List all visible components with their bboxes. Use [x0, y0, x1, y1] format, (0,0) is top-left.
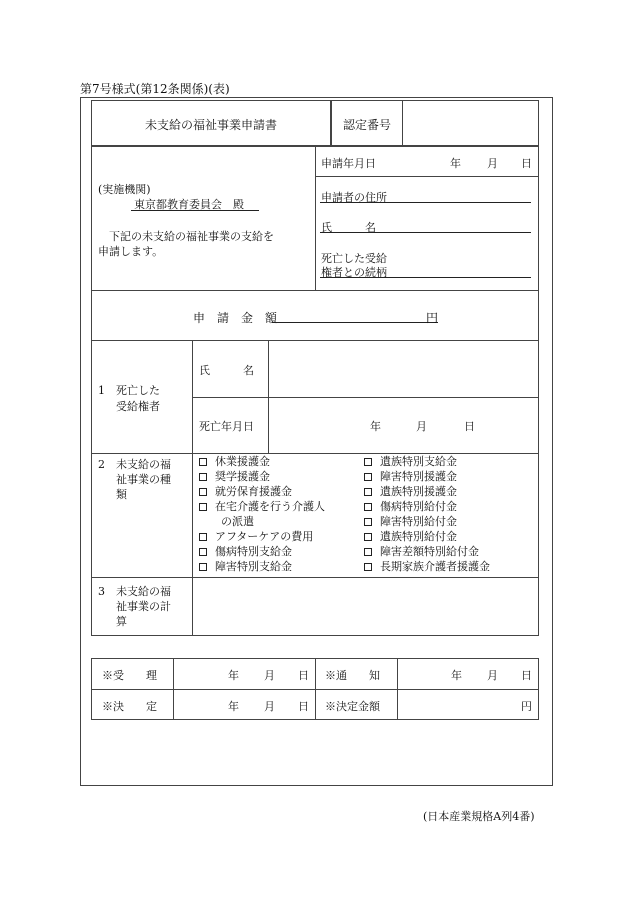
welfare-option-right[interactable]: 遺族特別給付金 [364, 529, 457, 544]
checkbox-icon[interactable] [364, 518, 372, 526]
welfare-option-right[interactable]: 傷病特別給付金 [364, 499, 457, 514]
decision-month: 月 [264, 700, 275, 713]
form-title: 未支給の福祉事業申請書 [144, 118, 277, 132]
welfare-option-left[interactable]: 就労保育援護金 [199, 484, 292, 499]
welfare-types-label3: 類 [116, 488, 127, 501]
checkbox-icon[interactable] [364, 488, 372, 496]
agency-label: (実施機関) [98, 183, 151, 196]
checkbox-icon[interactable] [364, 503, 372, 511]
checkbox-icon[interactable] [199, 473, 207, 481]
request-text-line2: 申請します。 [98, 245, 164, 258]
notice-label: ※通 知 [325, 669, 380, 682]
checkbox-icon[interactable] [199, 563, 207, 571]
amount-unit: 円 [426, 311, 439, 325]
calculation-label1: 3 未支給の福 [98, 585, 171, 598]
welfare-option-left[interactable]: アフターケアの費用 [199, 529, 313, 544]
welfare-option-left[interactable]: 在宅介護を行う介護人 [199, 499, 325, 514]
application-date-month: 月 [487, 157, 498, 170]
form-reference: 第7号様式(第12条関係)(表) [80, 82, 230, 96]
request-text-line1: 下記の未支給の福祉事業の支給を [109, 230, 274, 243]
welfare-option-left[interactable]: 奨学援護金 [199, 469, 270, 484]
application-date-field[interactable] [390, 150, 535, 172]
amount-field[interactable] [272, 322, 438, 323]
receipt-day: 日 [298, 669, 309, 682]
decision-day: 日 [298, 700, 309, 713]
welfare-types-label2: 祉事業の種 [116, 473, 171, 486]
welfare-option-right[interactable]: 障害差額特別給付金 [364, 544, 479, 559]
agency-name: 東京都教育委員会 殿 [134, 198, 244, 211]
decision-amount-field[interactable] [400, 692, 516, 718]
welfare-option-right[interactable]: 障害特別給付金 [364, 514, 457, 529]
relation-label-line2: 権者との続柄 [321, 266, 387, 279]
deceased-name-label: 氏 名 [199, 364, 254, 377]
checkbox-icon[interactable] [364, 458, 372, 466]
checkbox-icon[interactable] [364, 473, 372, 481]
decision-year: 年 [228, 700, 239, 713]
death-date-label: 死亡年月日 [199, 420, 254, 433]
welfare-types-label1: 2 未支給の福 [98, 458, 171, 471]
amount-label: 申 請 金 額 [193, 311, 278, 325]
checkbox-icon[interactable] [364, 533, 372, 541]
relation-field[interactable] [320, 277, 531, 278]
receipt-date-field[interactable] [176, 661, 312, 687]
decision-amount-label: ※決定金額 [325, 700, 380, 713]
checkbox-icon[interactable] [199, 548, 207, 556]
welfare-option-right[interactable]: 障害特別援護金 [364, 469, 457, 484]
welfare-option-left[interactable]: 傷病特別支給金 [199, 544, 292, 559]
notice-month: 月 [487, 669, 498, 682]
checkbox-icon[interactable] [199, 503, 207, 511]
receipt-month: 月 [264, 669, 275, 682]
decision-date-field[interactable] [176, 692, 312, 718]
application-date-label: 申請年月日 [321, 157, 376, 170]
relation-label-line1: 死亡した受給 [321, 252, 387, 265]
deceased-section-label2: 受給権者 [116, 400, 160, 413]
death-date-field[interactable] [271, 400, 536, 450]
calculation-field[interactable] [195, 580, 536, 633]
receipt-label: ※受 理 [102, 669, 157, 682]
applicant-name-label: 氏 名 [321, 221, 376, 234]
welfare-option-left[interactable]: 障害特別支給金 [199, 559, 292, 574]
deceased-name-field[interactable] [271, 343, 536, 395]
notice-date-field[interactable] [400, 661, 536, 687]
notice-year: 年 [451, 669, 462, 682]
applicant-name-field[interactable] [320, 232, 531, 233]
applicant-address-field[interactable] [320, 202, 531, 203]
checkbox-icon[interactable] [199, 488, 207, 496]
death-date-month: 月 [416, 420, 427, 433]
calculation-label2: 祉事業の計 [116, 600, 171, 613]
checkbox-icon[interactable] [199, 533, 207, 541]
welfare-option-left-continued: の派遣 [221, 515, 254, 528]
checkbox-icon[interactable] [199, 458, 207, 466]
paper-size-note: (日本産業規格A列4番) [423, 810, 535, 823]
welfare-option-right[interactable]: 長期家族介護者援護金 [364, 559, 490, 574]
welfare-option-right[interactable]: 遺族特別援護金 [364, 484, 457, 499]
decision-amount-unit: 円 [521, 700, 532, 713]
welfare-option-left[interactable]: 休業援護金 [199, 454, 270, 469]
death-date-day: 日 [464, 420, 475, 433]
checkbox-icon[interactable] [364, 563, 372, 571]
checkbox-icon[interactable] [364, 548, 372, 556]
cert-number-label: 認定番号 [343, 118, 392, 132]
application-date-year: 年 [450, 157, 461, 170]
decision-label: ※決 定 [102, 700, 157, 713]
death-date-year: 年 [370, 420, 381, 433]
welfare-option-right[interactable]: 遺族特別支給金 [364, 454, 457, 469]
notice-day: 日 [521, 669, 532, 682]
deceased-section-label1: 1 死亡した [98, 384, 160, 397]
receipt-year: 年 [228, 669, 239, 682]
calculation-label3: 算 [116, 615, 127, 628]
cert-number-field[interactable] [404, 102, 536, 144]
applicant-address-label: 申請者の住所 [321, 191, 387, 204]
application-date-day: 日 [521, 157, 532, 170]
